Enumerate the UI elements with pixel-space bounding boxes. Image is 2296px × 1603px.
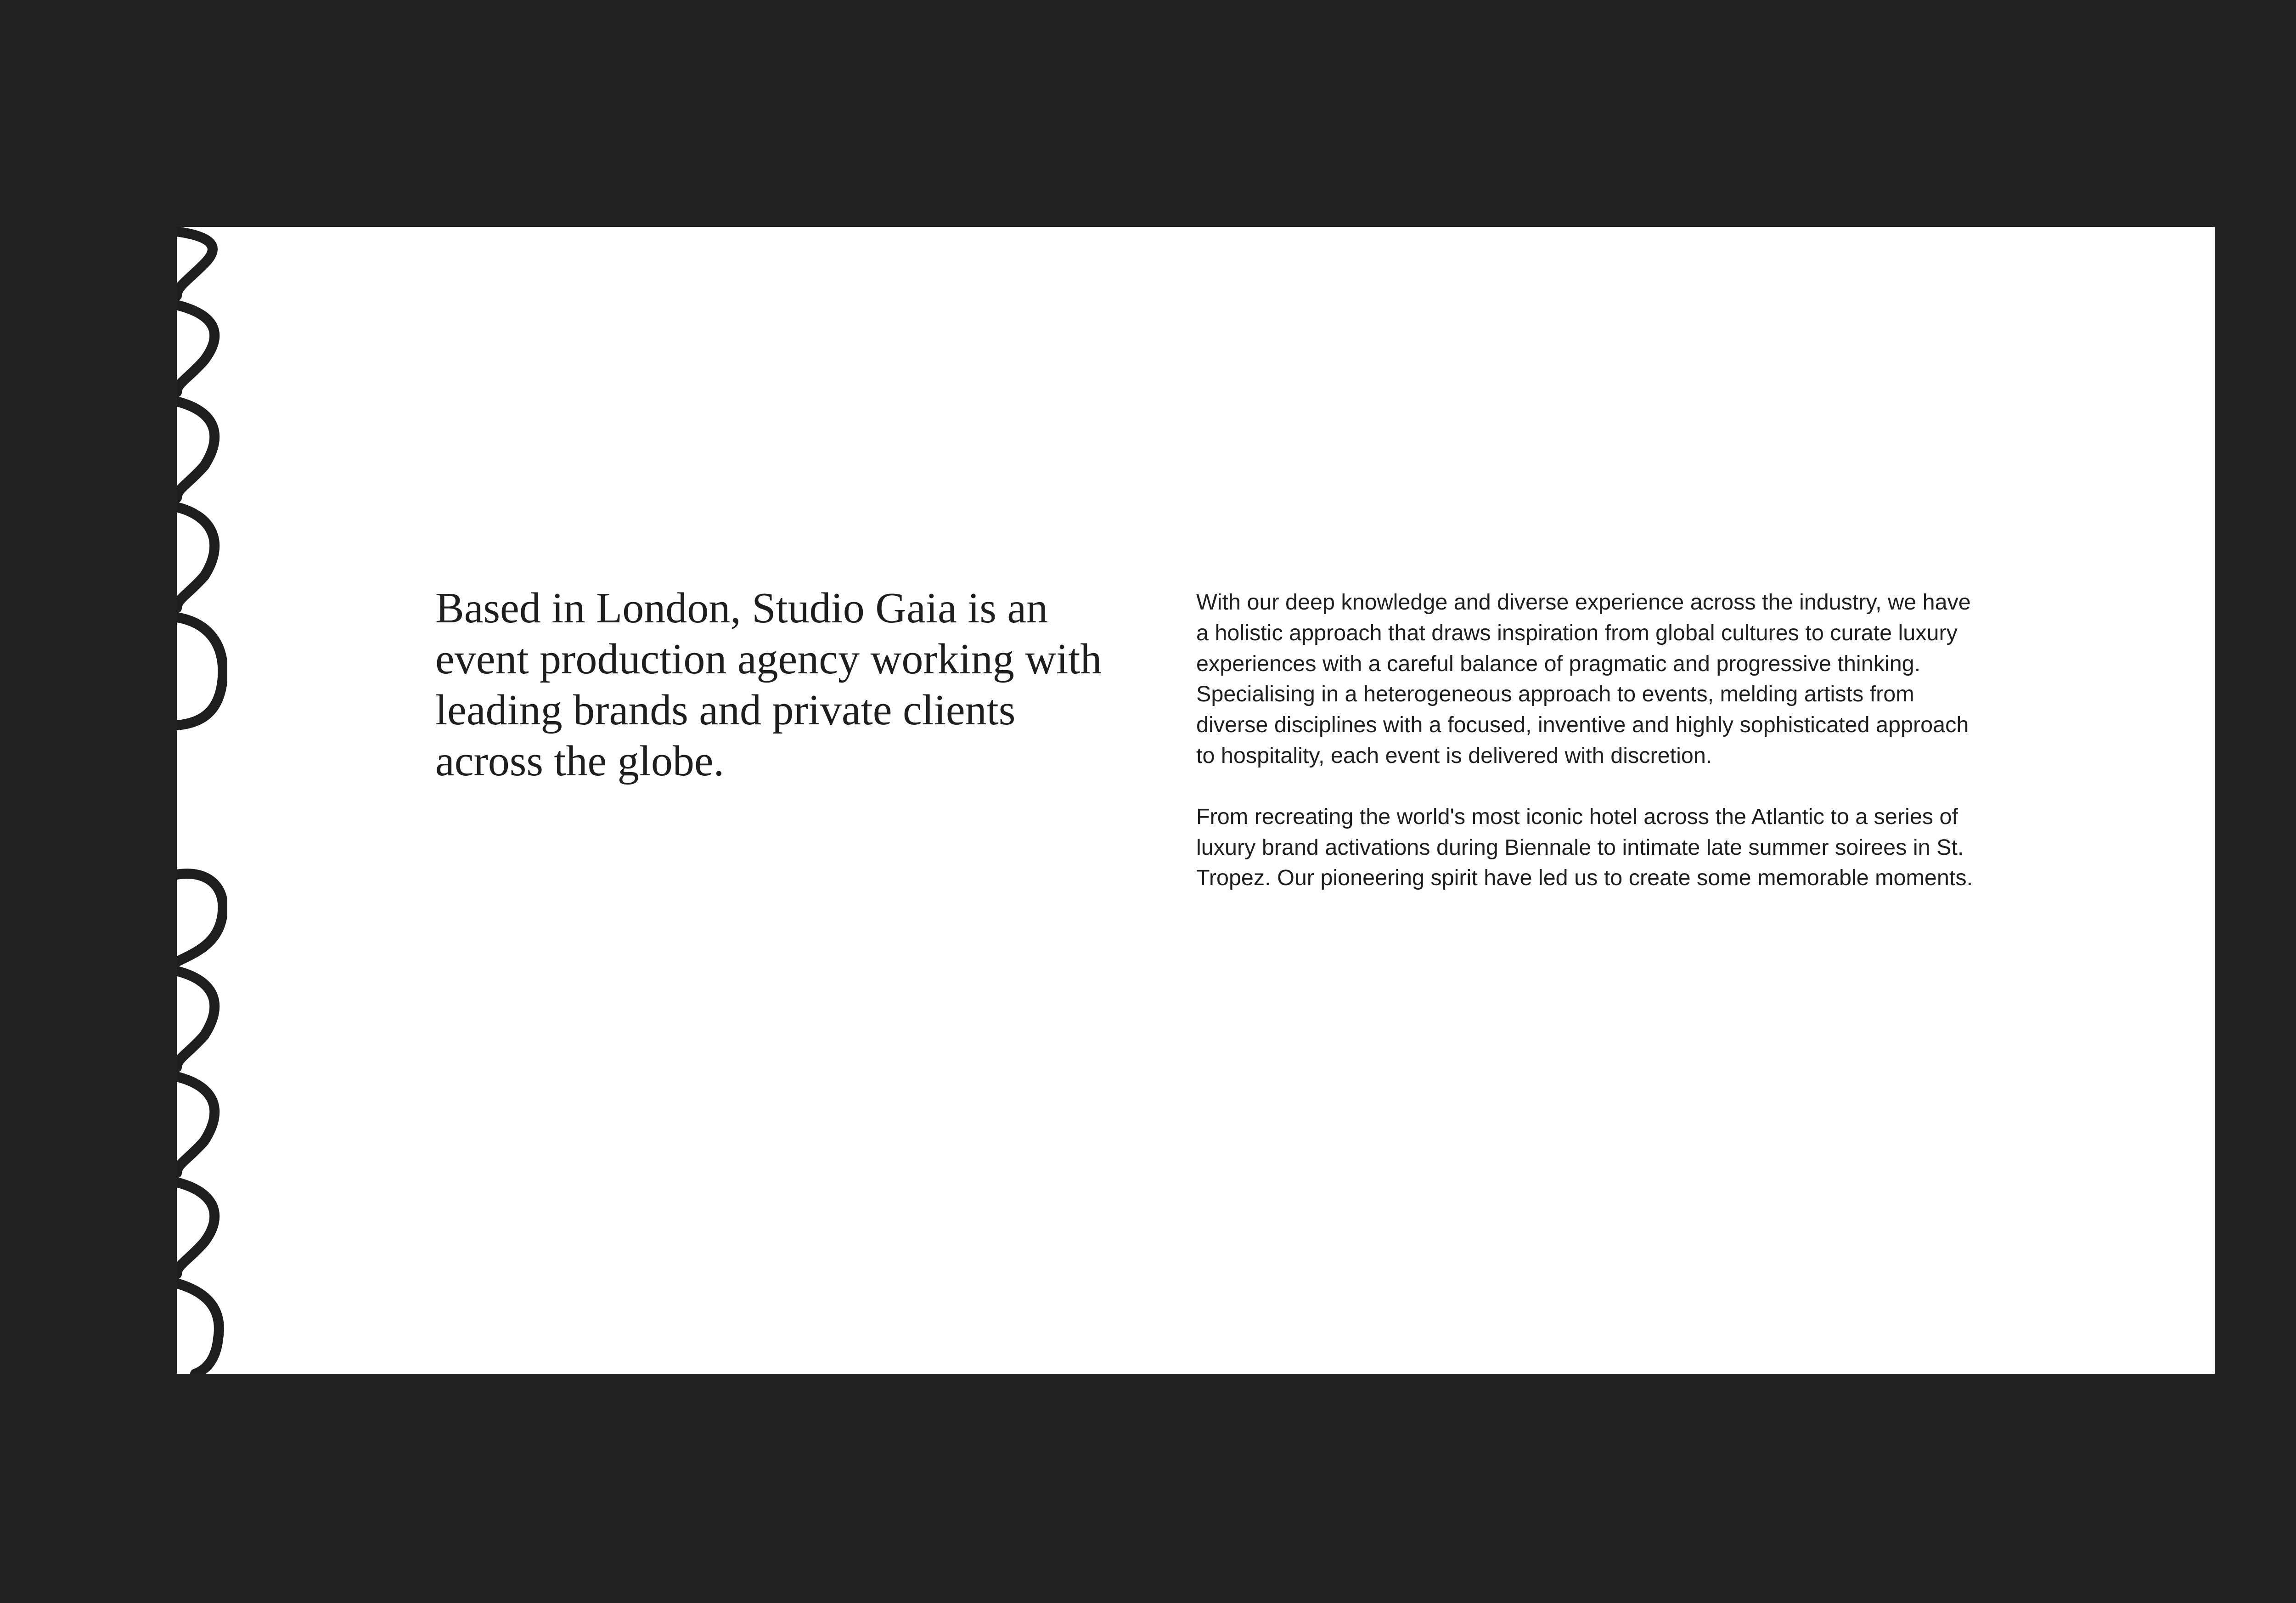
about-paragraph-1: With our deep knowledge and diverse experience across the industry, we have a holistic approach that draws inspiration from global cultures to curate luxury experiences with a careful balance of pragmatic and progressive thinking. Specialising in a heterogeneous approach to events, melding artists from diverse disciplines with a focused, inventive and highly sophisticated approach to hospitality, each event is delivered with discretion. bbox=[1196, 590, 1971, 768]
about-panel bbox=[177, 227, 2215, 1374]
about-paragraph-2: From recreating the world's most iconic hotel across the Atlantic to a series of luxury brand activations during Biennale to intimate late summer soirees in St. Tropez. Our pioneering spirit have led us to create some memorable moments. bbox=[1196, 804, 1973, 891]
about-body bbox=[1196, 587, 1988, 924]
intro-statement: Based in London, Studio Gaia is an event production agency working with leading brands and private clients across the globe. bbox=[435, 584, 1102, 785]
script-lettering-edge-icon bbox=[177, 227, 227, 1374]
